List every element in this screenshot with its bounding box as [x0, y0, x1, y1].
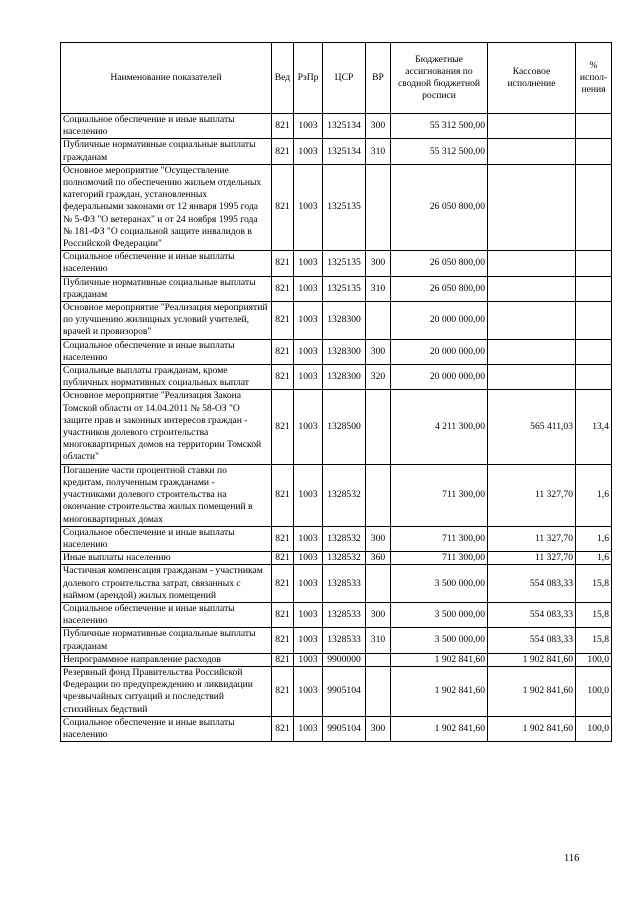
- cell-rzpr: 1003: [294, 552, 323, 565]
- cell-name: Иные выплаты населению: [61, 552, 272, 565]
- cell-name: Резервный фонд Правительства Российской Федерации по предупреждению и ликвидации чрезвычайных ситуаций и последствий стихийных бедствий: [61, 666, 272, 716]
- table-row: [61, 666, 612, 716]
- cell-ved: 821: [272, 602, 294, 627]
- cell-vr: [366, 666, 391, 716]
- cell-rzpr: 1003: [294, 464, 323, 526]
- cell-cash: 554 083,33: [488, 602, 576, 627]
- cell-name: Публичные нормативные социальные выплаты гражданам: [61, 276, 272, 301]
- cell-vr: [366, 565, 391, 603]
- cell-rzpr: 1003: [294, 666, 323, 716]
- cell-cash: 1 902 841,60: [488, 716, 576, 741]
- cell-cash: 11 327,70: [488, 552, 576, 565]
- cell-ved: 821: [272, 139, 294, 164]
- header-csr: ЦСР: [323, 43, 366, 114]
- cell-csr: 1328533: [323, 565, 366, 603]
- cell-csr: 1325134: [323, 139, 366, 164]
- cell-vr: [366, 464, 391, 526]
- cell-ved: 821: [272, 628, 294, 653]
- cell-pct: 15,8: [576, 628, 612, 653]
- cell-name: Социальное обеспечение и иные выплаты населению: [61, 251, 272, 276]
- cell-csr: 1328533: [323, 628, 366, 653]
- cell-rzpr: 1003: [294, 565, 323, 603]
- cell-cash: [488, 139, 576, 164]
- cell-csr: 1325135: [323, 276, 366, 301]
- table-row: [61, 251, 612, 276]
- cell-name: Публичные нормативные социальные выплаты гражданам: [61, 139, 272, 164]
- cell-name: Социальное обеспечение и иные выплаты населению: [61, 114, 272, 139]
- table-row: [61, 365, 612, 390]
- cell-pct: [576, 139, 612, 164]
- cell-cash: [488, 251, 576, 276]
- table-row: [61, 464, 612, 526]
- cell-name: Социальные выплаты гражданам, кроме публичных нормативных социальных выплат: [61, 365, 272, 390]
- cell-pct: 15,8: [576, 602, 612, 627]
- cell-vr: [366, 653, 391, 666]
- table-row: [61, 628, 612, 653]
- cell-vr: 300: [366, 339, 391, 364]
- table-row: [61, 552, 612, 565]
- cell-budget: 20 000 000,00: [391, 365, 488, 390]
- cell-ved: 821: [272, 339, 294, 364]
- cell-budget: 20 000 000,00: [391, 302, 488, 340]
- cell-cash: [488, 339, 576, 364]
- cell-cash: 11 327,70: [488, 526, 576, 551]
- cell-vr: 310: [366, 139, 391, 164]
- cell-vr: 300: [366, 716, 391, 741]
- cell-budget: 3 500 000,00: [391, 602, 488, 627]
- cell-ved: 821: [272, 464, 294, 526]
- cell-budget: 4 211 300,00: [391, 390, 488, 464]
- cell-vr: 300: [366, 602, 391, 627]
- cell-ved: 821: [272, 565, 294, 603]
- cell-rzpr: 1003: [294, 628, 323, 653]
- table-row: [61, 114, 612, 139]
- cell-ved: 821: [272, 666, 294, 716]
- cell-cash: [488, 276, 576, 301]
- cell-rzpr: 1003: [294, 339, 323, 364]
- cell-budget: 3 500 000,00: [391, 565, 488, 603]
- cell-rzpr: 1003: [294, 602, 323, 627]
- cell-ved: 821: [272, 164, 294, 250]
- page-number: 116: [564, 853, 580, 864]
- table-row: [61, 390, 612, 464]
- table-row: [61, 526, 612, 551]
- cell-cash: [488, 302, 576, 340]
- cell-pct: [576, 114, 612, 139]
- table-row: [61, 339, 612, 364]
- cell-vr: 360: [366, 552, 391, 565]
- cell-budget: 55 312 500,00: [391, 139, 488, 164]
- cell-rzpr: 1003: [294, 653, 323, 666]
- cell-vr: 300: [366, 251, 391, 276]
- cell-ved: 821: [272, 390, 294, 464]
- cell-name: Непрограммное направление расходов: [61, 653, 272, 666]
- cell-name: Основное мероприятие "Реализация Закона Томской области от 14.04.2011 № 58-ОЗ "О защите прав и законных интересов граждан - участников долевого строительства многоквартирных домов на территории Томской области": [61, 390, 272, 464]
- header-budget: Бюджетные ассигнования по сводной бюджетной росписи: [391, 43, 488, 114]
- cell-rzpr: 1003: [294, 276, 323, 301]
- cell-csr: 1328300: [323, 302, 366, 340]
- cell-cash: 1 902 841,60: [488, 653, 576, 666]
- cell-pct: 13,4: [576, 390, 612, 464]
- cell-ved: 821: [272, 526, 294, 551]
- cell-rzpr: 1003: [294, 114, 323, 139]
- cell-pct: [576, 339, 612, 364]
- cell-cash: [488, 365, 576, 390]
- cell-rzpr: 1003: [294, 139, 323, 164]
- cell-csr: 9900000: [323, 653, 366, 666]
- cell-budget: 711 300,00: [391, 526, 488, 551]
- table-row: [61, 602, 612, 627]
- cell-budget: 20 000 000,00: [391, 339, 488, 364]
- cell-csr: 1325135: [323, 251, 366, 276]
- cell-budget: 26 050 800,00: [391, 276, 488, 301]
- table-row: [61, 565, 612, 603]
- cell-csr: 1328532: [323, 552, 366, 565]
- cell-budget: 1 902 841,60: [391, 666, 488, 716]
- cell-pct: 100,0: [576, 666, 612, 716]
- cell-vr: 300: [366, 114, 391, 139]
- cell-rzpr: 1003: [294, 716, 323, 741]
- cell-csr: 9905104: [323, 666, 366, 716]
- cell-budget: 55 312 500,00: [391, 114, 488, 139]
- table-row: [61, 276, 612, 301]
- table-row: [61, 302, 612, 340]
- cell-csr: 1328532: [323, 464, 366, 526]
- cell-ved: 821: [272, 365, 294, 390]
- cell-cash: 554 083,33: [488, 565, 576, 603]
- header-rzpr: РзПр: [294, 43, 323, 114]
- cell-pct: 15,8: [576, 565, 612, 603]
- cell-csr: 1328533: [323, 602, 366, 627]
- cell-rzpr: 1003: [294, 365, 323, 390]
- cell-pct: 1,6: [576, 526, 612, 551]
- cell-vr: 320: [366, 365, 391, 390]
- cell-csr: 1328300: [323, 339, 366, 364]
- cell-rzpr: 1003: [294, 390, 323, 464]
- cell-pct: 100,0: [576, 653, 612, 666]
- header-vr: ВР: [366, 43, 391, 114]
- cell-ved: 821: [272, 114, 294, 139]
- cell-pct: [576, 302, 612, 340]
- cell-cash: [488, 114, 576, 139]
- cell-rzpr: 1003: [294, 526, 323, 551]
- cell-cash: 1 902 841,60: [488, 666, 576, 716]
- cell-rzpr: 1003: [294, 302, 323, 340]
- cell-csr: 1328532: [323, 526, 366, 551]
- cell-ved: 821: [272, 653, 294, 666]
- header-name: Наименование показателей: [61, 43, 272, 114]
- budget-execution-table: [60, 42, 612, 742]
- cell-name: Погашение части процентной ставки по кредитам, полученным гражданами - участниками долевого строительства на окончание строительства жилых помещений в многоквартирных домах: [61, 464, 272, 526]
- cell-csr: 9905104: [323, 716, 366, 741]
- cell-rzpr: 1003: [294, 164, 323, 250]
- cell-csr: 1325135: [323, 164, 366, 250]
- cell-csr: 1328500: [323, 390, 366, 464]
- cell-vr: [366, 390, 391, 464]
- cell-budget: 711 300,00: [391, 464, 488, 526]
- cell-name: Социальное обеспечение и иные выплаты населению: [61, 339, 272, 364]
- cell-rzpr: 1003: [294, 251, 323, 276]
- cell-ved: 821: [272, 716, 294, 741]
- cell-name: Частичная компенсация гражданам - участникам долевого строительства затрат, связанных с наймом (арендой) жилых помещений: [61, 565, 272, 603]
- cell-pct: 100,0: [576, 716, 612, 741]
- cell-cash: 554 083,33: [488, 628, 576, 653]
- header-pct: % испол- нения: [576, 43, 612, 114]
- table-row: [61, 164, 612, 250]
- cell-vr: [366, 302, 391, 340]
- cell-csr: 1328300: [323, 365, 366, 390]
- table-row: [61, 139, 612, 164]
- cell-ved: 821: [272, 276, 294, 301]
- cell-name: Публичные нормативные социальные выплаты гражданам: [61, 628, 272, 653]
- cell-budget: 711 300,00: [391, 552, 488, 565]
- cell-vr: [366, 164, 391, 250]
- cell-budget: 1 902 841,60: [391, 653, 488, 666]
- table-row: [61, 716, 612, 741]
- cell-csr: 1325134: [323, 114, 366, 139]
- cell-pct: [576, 251, 612, 276]
- cell-ved: 821: [272, 251, 294, 276]
- cell-name: Социальное обеспечение и иные выплаты населению: [61, 716, 272, 741]
- cell-name: Основное мероприятие "Осуществление полномочий по обеспечению жильем отдельных категорий граждан, установленных федеральными законами от 12 января 1995 года № 5-ФЗ "О ветеранах" и от 24 ноября 1995 года № 181-ФЗ "О социальной защите инвалидов в Российской Федерации": [61, 164, 272, 250]
- header-ved: Вед: [272, 43, 294, 114]
- cell-pct: [576, 276, 612, 301]
- cell-pct: [576, 164, 612, 250]
- cell-cash: 565 411,03: [488, 390, 576, 464]
- cell-pct: 1,6: [576, 464, 612, 526]
- cell-ved: 821: [272, 302, 294, 340]
- cell-cash: [488, 164, 576, 250]
- cell-vr: 300: [366, 526, 391, 551]
- cell-budget: 26 050 800,00: [391, 251, 488, 276]
- cell-budget: 26 050 800,00: [391, 164, 488, 250]
- cell-pct: [576, 365, 612, 390]
- cell-budget: 1 902 841,60: [391, 716, 488, 741]
- cell-name: Основное мероприятие "Реализация мероприятий по улучшению жилищных условий учителей, врачей и провизоров": [61, 302, 272, 340]
- cell-vr: 310: [366, 276, 391, 301]
- cell-pct: 1,6: [576, 552, 612, 565]
- cell-cash: 11 327,70: [488, 464, 576, 526]
- cell-name: Социальное обеспечение и иные выплаты населению: [61, 526, 272, 551]
- cell-name: Социальное обеспечение и иные выплаты населению: [61, 602, 272, 627]
- cell-vr: 310: [366, 628, 391, 653]
- table-header-row: [61, 43, 612, 114]
- cell-budget: 3 500 000,00: [391, 628, 488, 653]
- cell-ved: 821: [272, 552, 294, 565]
- header-cash: Кассовое исполнение: [488, 43, 576, 114]
- table-row: [61, 653, 612, 666]
